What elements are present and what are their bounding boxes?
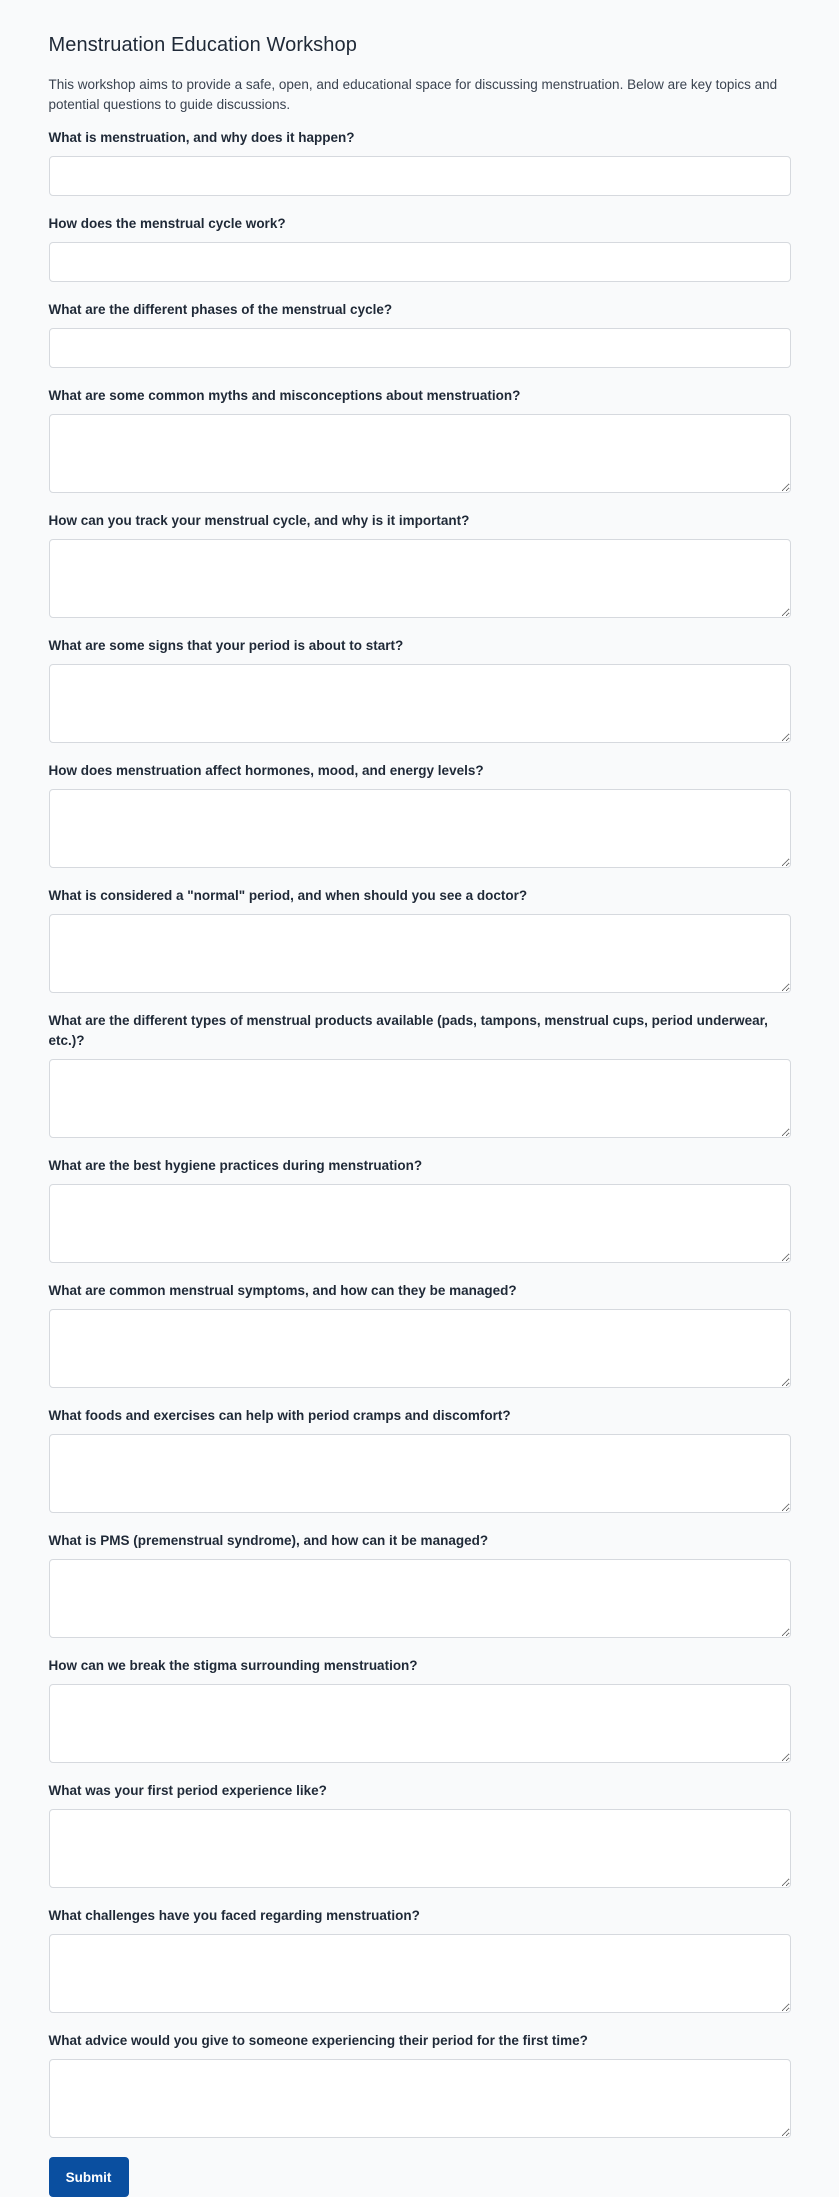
question-label: What is PMS (premenstrual syndrome), and how can it be managed?	[48, 1533, 489, 1548]
question-label: What are some signs that your period is about to start?	[48, 638, 404, 653]
question-field	[49, 300, 791, 368]
question-field	[49, 128, 791, 196]
answer-input[interactable]	[49, 242, 791, 282]
answer-textarea[interactable]	[49, 914, 791, 993]
question-field	[49, 386, 791, 493]
question-field	[49, 2031, 791, 2138]
answer-input[interactable]	[49, 156, 791, 196]
question-label: How can we break the stigma surrounding menstruation?	[48, 1658, 418, 1673]
answer-textarea[interactable]	[49, 664, 791, 743]
intro-text: This workshop aims to provide a safe, open, and educational space for discussing menstruation. Below are key topics and potential questions to guide discussions.	[48, 77, 778, 112]
answer-textarea[interactable]	[49, 1684, 791, 1763]
question-label: What is menstruation, and why does it happen?	[48, 130, 355, 145]
page-title: Menstruation Education Workshop	[48, 34, 357, 56]
question-label: What foods and exercises can help with period cramps and discomfort?	[48, 1408, 511, 1423]
answer-textarea[interactable]	[49, 1309, 791, 1388]
answer-textarea[interactable]	[49, 1059, 791, 1138]
question-label: What advice would you give to someone experiencing their period for the first time?	[48, 2033, 588, 2048]
question-label: What are the best hygiene practices during menstruation?	[48, 1158, 423, 1173]
question-field	[49, 1281, 791, 1388]
question-field	[49, 1011, 791, 1138]
answer-textarea[interactable]	[49, 1184, 791, 1263]
question-label: How can you track your menstrual cycle, and why is it important?	[48, 513, 470, 528]
answer-textarea[interactable]	[49, 789, 791, 868]
question-field	[49, 1406, 791, 1513]
question-field	[49, 761, 791, 868]
answer-textarea[interactable]	[49, 414, 791, 493]
submit-button[interactable]: Submit	[49, 2157, 129, 2197]
question-label: What are common menstrual symptoms, and how can they be managed?	[48, 1283, 517, 1298]
question-field	[49, 511, 791, 618]
answer-textarea[interactable]	[49, 1934, 791, 2013]
workshop-form	[49, 128, 791, 2197]
question-field	[49, 1781, 791, 1888]
question-label: What are the different types of menstrual products available (pads, tampons, menstrual cups, period underwear, etc.)?	[48, 1013, 768, 1048]
question-label: How does menstruation affect hormones, mood, and energy levels?	[48, 763, 484, 778]
answer-input[interactable]	[49, 328, 791, 368]
question-field	[49, 1156, 791, 1263]
question-label: What challenges have you faced regarding menstruation?	[48, 1908, 420, 1923]
question-label: How does the menstrual cycle work?	[48, 216, 286, 231]
answer-textarea[interactable]	[49, 1809, 791, 1888]
question-field	[49, 1906, 791, 2013]
question-label: What are some common myths and misconceptions about menstruation?	[48, 388, 521, 403]
answer-textarea[interactable]	[49, 1434, 791, 1513]
question-field	[49, 1656, 791, 1763]
question-field	[49, 636, 791, 743]
question-label: What was your first period experience like?	[48, 1783, 327, 1798]
question-field	[49, 214, 791, 282]
answer-textarea[interactable]	[49, 2059, 791, 2138]
answer-textarea[interactable]	[49, 539, 791, 618]
question-field	[49, 886, 791, 993]
question-label: What is considered a "normal" period, and when should you see a doctor?	[48, 888, 528, 903]
answer-textarea[interactable]	[49, 1559, 791, 1638]
question-field	[49, 1531, 791, 1638]
question-label: What are the different phases of the menstrual cycle?	[48, 302, 393, 317]
workshop-container	[49, 0, 791, 2197]
